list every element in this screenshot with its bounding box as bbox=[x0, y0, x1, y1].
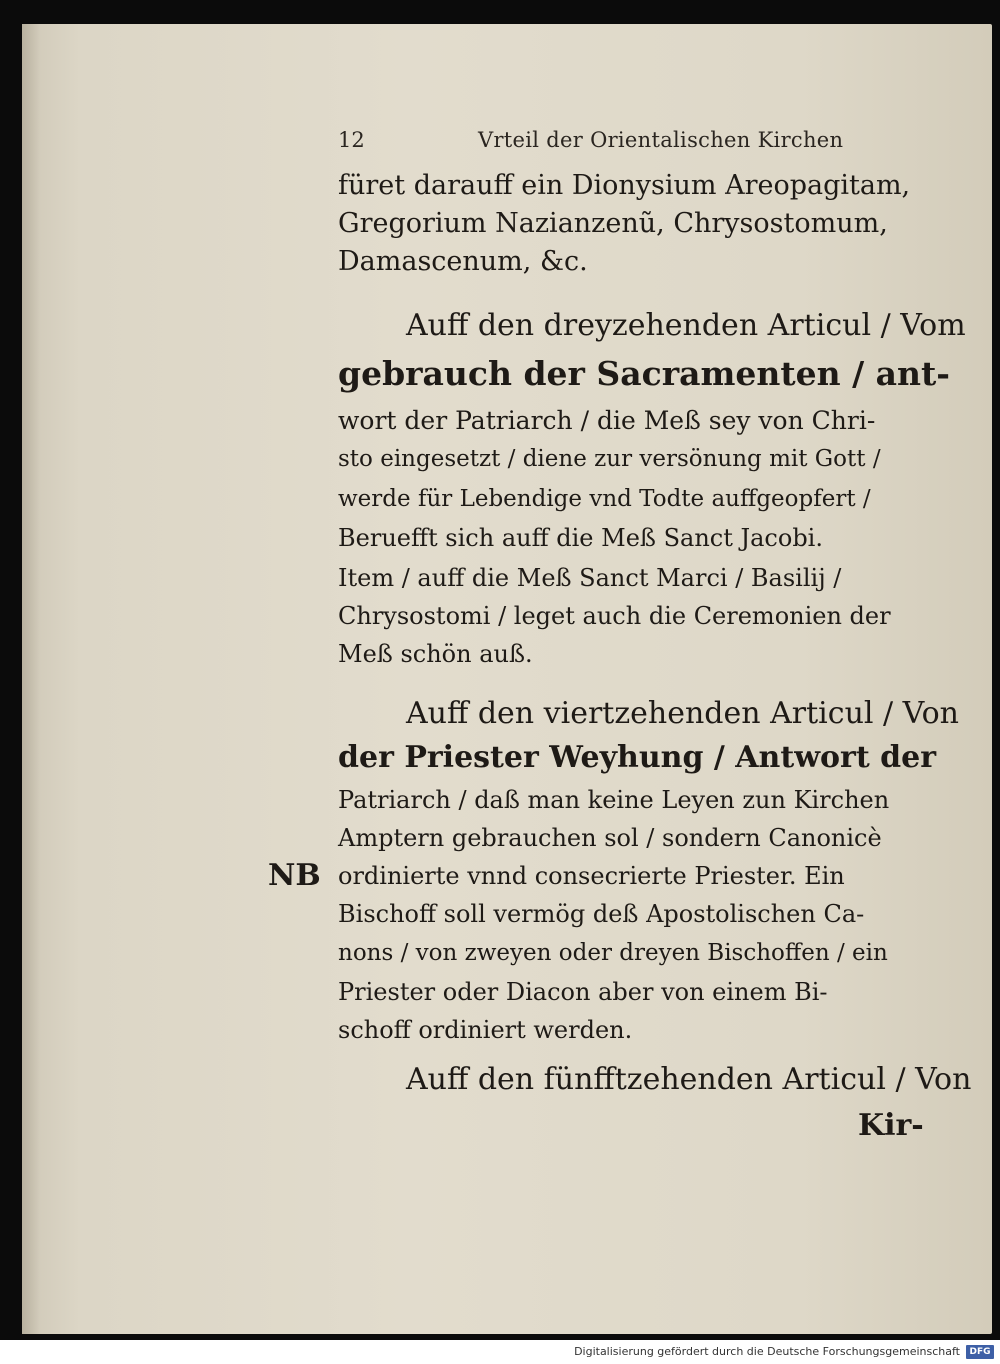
text-line: der Priester Weyhung / Antwort der bbox=[338, 740, 937, 775]
dfg-logo: DFG bbox=[966, 1345, 994, 1359]
text-line: Priester oder Diacon aber von einem Bi- bbox=[338, 978, 828, 1006]
text-line: ordinierte vnnd consecrierte Priester. Ein bbox=[338, 862, 845, 890]
footer-bar bbox=[0, 1340, 1000, 1364]
text-line: Gregorium Nazianzenũ, Chrysostomum, bbox=[338, 208, 888, 239]
text-line: Auff den dreyzehenden Articul / Vom bbox=[406, 308, 966, 343]
page-number: 12 bbox=[338, 128, 365, 152]
text-line: gebrauch der Sacramenten / ant- bbox=[338, 354, 950, 393]
text-line: Bischoff soll vermög deß Apostolischen Ca- bbox=[338, 900, 865, 928]
text-line: Beruefft sich auff die Meß Sanct Jacobi. bbox=[338, 524, 823, 552]
text-line: Patriarch / daß man keine Leyen zun Kirchen bbox=[338, 786, 890, 814]
text-line: Auff den viertzehenden Articul / Von bbox=[406, 696, 959, 731]
text-line: Chrysostomi / leget auch die Ceremonien der bbox=[338, 602, 891, 630]
text-line: Item / auff die Meß Sanct Marci / Basilij / bbox=[338, 564, 842, 592]
text-line: Amptern gebrauchen sol / sondern Canonicè bbox=[338, 824, 882, 852]
text-line: Meß schön auß. bbox=[338, 640, 533, 668]
text-line: wort der Patriarch / die Meß sey von Chri- bbox=[338, 406, 876, 435]
catchword: Kir- bbox=[858, 1108, 924, 1143]
margin-note: NB bbox=[268, 858, 321, 893]
text-line: werde für Lebendige vnd Todte auffgeopfert / bbox=[338, 486, 871, 512]
text-line: Damascenum, &c. bbox=[338, 246, 588, 277]
text-line: sto eingesetzt / diene zur versönung mit Gott / bbox=[338, 446, 881, 472]
text-line: nons / von zweyen oder dreyen Bischoffen / ein bbox=[338, 940, 888, 966]
header-title: Vrteil der Orientalischen Kirchen bbox=[478, 128, 844, 152]
text-line: Auff den fünfftzehenden Articul / Von bbox=[406, 1062, 972, 1097]
running-head bbox=[338, 128, 858, 156]
text-line: füret darauff ein Dionysium Areopagitam, bbox=[338, 170, 911, 201]
footer-credit: Digitalisierung gefördert durch die Deutsche Forschungsgemeinschaft bbox=[574, 1345, 960, 1358]
text-line: schoff ordiniert werden. bbox=[338, 1016, 633, 1044]
